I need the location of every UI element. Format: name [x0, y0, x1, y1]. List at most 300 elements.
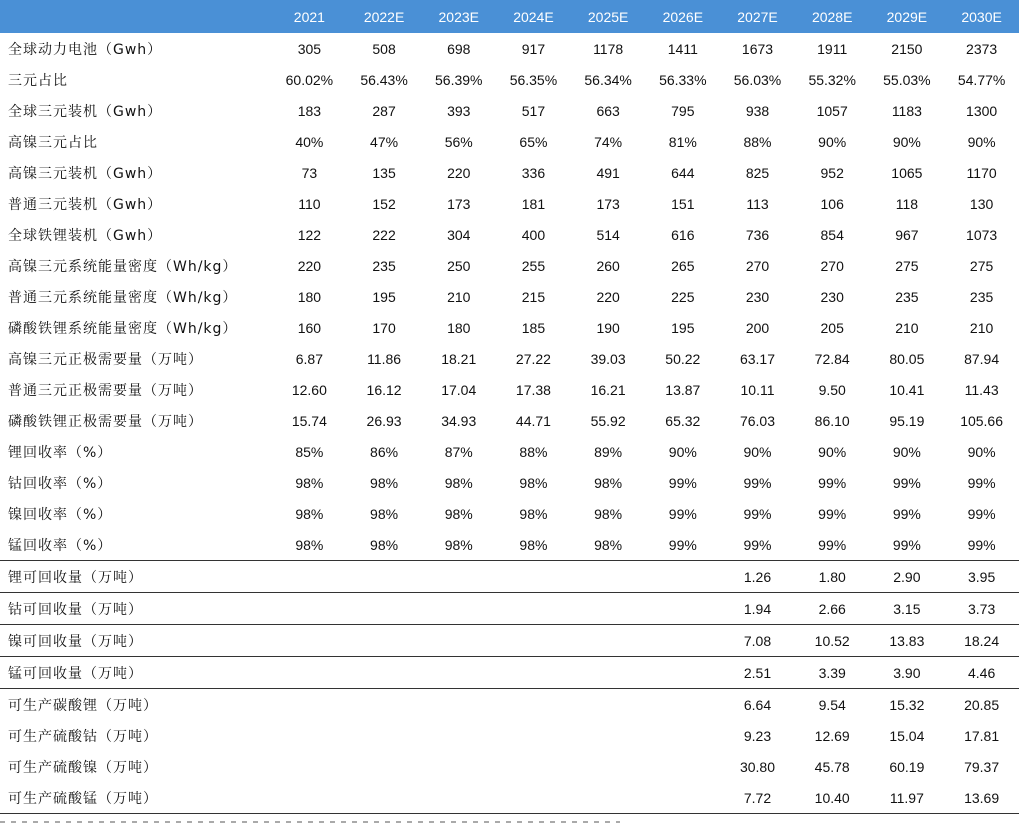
table-cell: 11.86	[367, 350, 402, 367]
table-cell: 90%	[668, 443, 697, 460]
table-cell	[496, 625, 571, 657]
table-cell: 44.71	[515, 412, 551, 429]
table-cell: 1.94	[720, 593, 795, 625]
table-cell: 235	[969, 288, 994, 305]
table-cell: 2.90	[870, 561, 945, 593]
table-cell: 917	[521, 40, 546, 57]
row-label: 高镍三元系统能量密度（Wh/kg）	[8, 258, 238, 275]
table-cell: 55.32%	[808, 71, 856, 88]
table-cell: 55.92	[590, 412, 626, 429]
table-cell: 151	[671, 195, 695, 212]
row-label: 全球三元装机（Gwh）	[8, 103, 163, 120]
table-cell: 6.64	[720, 689, 795, 721]
table-cell: 89%	[594, 443, 623, 460]
table-cell: 56.43%	[360, 71, 408, 88]
table-cell: 56.03%	[733, 71, 782, 88]
table-cell	[496, 593, 571, 625]
table-cell	[645, 593, 720, 625]
table-cell: 491	[596, 164, 620, 181]
table-row	[0, 561, 1019, 593]
header-year: 2023E	[421, 0, 496, 33]
table-cell: 287	[372, 102, 396, 119]
header-year: 2021	[272, 0, 347, 33]
row-label: 钴回收率（%）	[8, 475, 113, 492]
table-cell: 160	[297, 319, 322, 336]
header-year: 2026E	[645, 0, 720, 33]
table-cell: 99%	[967, 474, 996, 491]
table-cell: 99%	[743, 505, 772, 522]
row-label: 全球动力电池（Gwh）	[8, 41, 163, 58]
table-cell: 45.78	[814, 758, 850, 775]
table-cell: 99%	[967, 536, 996, 553]
table-cell: 1178	[593, 40, 624, 57]
table-cell	[347, 561, 422, 593]
table-cell: 7.08	[720, 625, 795, 657]
table-cell: 99%	[668, 474, 697, 491]
table-cell	[272, 657, 347, 689]
table-cell: 250	[447, 257, 471, 274]
table-cell: 508	[372, 40, 396, 57]
table-cell: 30.80	[739, 758, 776, 775]
header-corner	[0, 0, 272, 33]
table-cell	[645, 720, 720, 751]
table-cell: 205	[820, 319, 844, 336]
table-cell: 18.24	[944, 625, 1019, 657]
table-cell: 99%	[668, 536, 697, 553]
table-cell: 190	[596, 319, 620, 336]
table-cell: 1911	[817, 40, 848, 57]
table-cell	[571, 751, 646, 782]
table-cell: 90%	[818, 443, 847, 460]
table-row	[0, 157, 1019, 188]
row-label: 锰可回收量（万吨）	[0, 657, 272, 689]
table-cell: 135	[372, 164, 396, 181]
table-cell: 55.03%	[883, 71, 931, 88]
table-cell: 2.66	[795, 593, 870, 625]
table-cell: 98%	[519, 505, 548, 522]
table-cell: 270	[745, 257, 770, 274]
table-cell: 195	[671, 319, 695, 336]
table-cell: 90%	[818, 133, 847, 150]
table-cell: 90%	[743, 443, 772, 460]
row-label: 全球铁锂装机（Gwh）	[8, 227, 163, 244]
table-row	[0, 312, 1019, 343]
table-cell: 2150	[891, 40, 923, 57]
table-cell	[571, 720, 646, 751]
table-cell	[645, 751, 720, 782]
row-label: 可生产硫酸锰（万吨）	[0, 782, 272, 814]
table-cell	[496, 782, 571, 814]
row-label: 可生产硫酸钴（万吨）	[8, 728, 158, 745]
table-cell: 86%	[370, 443, 399, 460]
table-cell: 185	[521, 319, 546, 336]
table-cell: 80.05	[889, 350, 925, 367]
table-cell	[421, 782, 496, 814]
table-cell: 2373	[966, 40, 998, 57]
table-cell	[272, 782, 347, 814]
table-cell: 15.74	[291, 412, 327, 429]
table-cell: 3.39	[795, 657, 870, 689]
table-cell: 3.15	[870, 593, 945, 625]
table-cell: 56.35%	[509, 71, 558, 88]
table-cell: 50.22	[665, 350, 701, 367]
table-cell	[645, 561, 720, 593]
table-cell: 230	[820, 288, 844, 305]
table-cell: 180	[447, 319, 471, 336]
table-cell: 305	[297, 40, 322, 57]
table-cell: 17.38	[515, 381, 551, 398]
table-cell: 98%	[594, 536, 623, 553]
row-label: 可生产硫酸镍（万吨）	[8, 759, 158, 776]
table-cell: 12.60	[291, 381, 327, 398]
table-cell	[347, 720, 422, 751]
table-cell	[272, 561, 347, 593]
table-cell	[571, 625, 646, 657]
table-row	[0, 126, 1019, 157]
table-cell	[347, 625, 422, 657]
table-cell: 65%	[519, 133, 548, 150]
row-label: 普通三元正极需要量（万吨）	[8, 382, 203, 399]
table-cell: 225	[671, 288, 695, 305]
table-row	[0, 405, 1019, 436]
table-cell	[571, 782, 646, 814]
row-label: 可生产碳酸锂（万吨）	[0, 689, 272, 721]
table-row	[0, 250, 1019, 281]
table-cell: 98%	[594, 505, 623, 522]
header-year: 2027E	[720, 0, 795, 33]
table-cell	[421, 593, 496, 625]
table-cell: 34.93	[441, 412, 477, 429]
table-cell: 170	[372, 319, 396, 336]
table-cell: 1411	[667, 40, 698, 57]
table-cell: 11.43	[964, 381, 999, 398]
table-cell: 95.19	[889, 412, 925, 429]
table-cell: 222	[372, 226, 396, 243]
table-cell: 210	[895, 319, 919, 336]
table-cell: 15.32	[870, 689, 945, 721]
table-cell: 13.83	[870, 625, 945, 657]
table-cell: 106	[820, 195, 844, 212]
table-cell	[571, 593, 646, 625]
table-cell: 173	[447, 195, 471, 212]
table-cell: 98%	[519, 474, 548, 491]
table-cell: 255	[521, 257, 546, 274]
header-year: 2022E	[347, 0, 422, 33]
table-cell: 854	[820, 226, 844, 243]
table-cell: 98%	[444, 536, 473, 553]
table-cell	[421, 751, 496, 782]
table-cell	[272, 689, 347, 721]
table-cell: 99%	[967, 505, 996, 522]
table-cell: 200	[745, 319, 770, 336]
cropped-footnote	[0, 818, 1019, 824]
table-cell: 13.69	[944, 782, 1019, 814]
table-cell: 56%	[444, 133, 473, 150]
table-cell: 825	[745, 164, 770, 181]
table-cell: 86.10	[814, 412, 850, 429]
table-cell: 393	[447, 102, 471, 119]
table-cell	[272, 751, 347, 782]
table-cell: 698	[447, 40, 471, 57]
table-cell: 90%	[967, 443, 996, 460]
table-cell	[645, 657, 720, 689]
table-row	[0, 657, 1019, 689]
table-cell	[347, 657, 422, 689]
table-cell: 40%	[295, 133, 324, 150]
table-cell	[571, 561, 646, 593]
table-row	[0, 751, 1019, 782]
table-cell: 110	[298, 195, 321, 212]
table-cell	[347, 689, 422, 721]
table-row	[0, 782, 1019, 814]
table-cell: 98%	[370, 505, 399, 522]
table-row	[0, 219, 1019, 250]
table-cell	[496, 657, 571, 689]
table-cell	[272, 625, 347, 657]
row-label: 锂回收率（%）	[8, 444, 113, 461]
table-cell: 9.54	[795, 689, 870, 721]
table-cell: 98%	[295, 505, 324, 522]
row-label: 镍可回收量（万吨）	[0, 625, 272, 657]
table-cell: 60.02%	[285, 71, 334, 88]
table-cell: 1057	[816, 102, 848, 119]
table-cell: 663	[596, 102, 620, 119]
table-cell: 72.84	[814, 350, 850, 367]
table-row	[0, 625, 1019, 657]
table-cell: 87%	[444, 443, 473, 460]
table-cell: 98%	[444, 505, 473, 522]
table-cell	[496, 689, 571, 721]
table-cell: 60.19	[889, 758, 925, 775]
table-cell: 12.69	[814, 727, 850, 744]
table-cell: 15.04	[889, 727, 925, 744]
table-cell	[496, 720, 571, 751]
table-cell: 54.77%	[957, 71, 1006, 88]
table-row	[0, 374, 1019, 405]
table-header	[0, 0, 1019, 33]
table-cell: 1300	[966, 102, 998, 119]
table-cell: 220	[596, 288, 620, 305]
table-cell: 275	[895, 257, 919, 274]
table-cell: 152	[372, 195, 396, 212]
table-cell: 183	[297, 102, 322, 119]
table-cell: 63.17	[739, 350, 776, 367]
table-cell: 275	[969, 257, 994, 274]
table-cell: 65.32	[665, 412, 701, 429]
table-row	[0, 720, 1019, 751]
table-body	[0, 33, 1019, 814]
table-cell: 220	[447, 164, 471, 181]
table-row	[0, 436, 1019, 467]
table-cell	[421, 720, 496, 751]
row-label: 镍回收率（%）	[8, 506, 113, 523]
table-row	[0, 188, 1019, 219]
table-cell: 98%	[594, 474, 623, 491]
table-cell: 118	[895, 195, 919, 212]
table-cell: 7.72	[720, 782, 795, 814]
table-cell: 98%	[295, 474, 324, 491]
table-cell: 73	[301, 164, 318, 181]
table-cell: 99%	[818, 536, 847, 553]
table-cell: 3.95	[944, 561, 1019, 593]
table-cell	[347, 782, 422, 814]
table-cell: 99%	[668, 505, 697, 522]
row-label: 磷酸铁锂系统能量密度（Wh/kg）	[8, 320, 238, 337]
table-cell: 56.39%	[435, 71, 483, 88]
table-cell: 235	[372, 257, 396, 274]
table-cell: 180	[297, 288, 322, 305]
header-year: 2030E	[944, 0, 1019, 33]
table-cell: 1.80	[795, 561, 870, 593]
table-row	[0, 498, 1019, 529]
table-cell: 11.97	[870, 782, 945, 814]
table-cell: 90%	[892, 443, 921, 460]
table-cell: 47%	[370, 133, 399, 150]
table-cell	[496, 561, 571, 593]
table-cell: 87.94	[964, 350, 1000, 367]
table-cell: 99%	[818, 474, 847, 491]
table-cell: 90%	[892, 133, 921, 150]
row-label: 高镍三元占比	[8, 134, 98, 151]
table-cell: 79.37	[964, 758, 1000, 775]
table-row	[0, 593, 1019, 625]
table-cell: 644	[671, 164, 695, 181]
table-cell: 90%	[967, 133, 996, 150]
table-cell	[496, 751, 571, 782]
table-cell: 98%	[370, 474, 399, 491]
table-cell: 9.23	[743, 727, 772, 744]
header-row	[0, 0, 1019, 33]
header-year: 2029E	[870, 0, 945, 33]
table-cell: 27.22	[515, 350, 551, 367]
table-row	[0, 467, 1019, 498]
row-label: 磷酸铁锂正极需要量（万吨）	[8, 413, 203, 430]
table-cell: 514	[596, 226, 620, 243]
table-cell: 3.73	[944, 593, 1019, 625]
table-cell: 98%	[444, 474, 473, 491]
table-cell: 20.85	[944, 689, 1019, 721]
table-row	[0, 64, 1019, 95]
table-row	[0, 281, 1019, 312]
row-label: 高镍三元正极需要量（万吨）	[8, 351, 203, 368]
row-label: 高镍三元装机（Gwh）	[8, 165, 163, 182]
row-label: 普通三元装机（Gwh）	[8, 196, 163, 213]
table-cell: 113	[746, 195, 769, 212]
table-cell: 6.87	[295, 350, 323, 367]
table-cell: 130	[969, 195, 994, 212]
table-cell: 795	[671, 102, 695, 119]
table-cell: 336	[521, 164, 546, 181]
table-cell: 235	[895, 288, 919, 305]
table-row	[0, 33, 1019, 64]
table-cell	[347, 751, 422, 782]
table-cell	[571, 657, 646, 689]
table-cell	[272, 720, 347, 751]
table-cell: 99%	[892, 536, 921, 553]
table-cell: 9.50	[818, 381, 846, 398]
table-cell	[645, 689, 720, 721]
row-label: 三元占比	[8, 72, 68, 89]
table-cell: 99%	[892, 474, 921, 491]
table-row	[0, 95, 1019, 126]
table-cell: 56.33%	[659, 71, 707, 88]
table-cell: 230	[745, 288, 770, 305]
table-cell: 18.21	[441, 350, 477, 367]
table-cell: 181	[521, 195, 546, 212]
table-cell: 26.93	[366, 412, 402, 429]
table-cell: 98%	[370, 536, 399, 553]
table-cell: 10.11	[740, 381, 775, 398]
table-cell: 10.40	[795, 782, 870, 814]
table-cell	[421, 561, 496, 593]
table-cell: 1073	[966, 226, 998, 243]
table-cell: 17.04	[441, 381, 477, 398]
table-cell: 173	[596, 195, 620, 212]
table-cell: 304	[447, 226, 471, 243]
table-cell: 99%	[818, 505, 847, 522]
table-cell: 85%	[295, 443, 324, 460]
table-cell: 10.52	[795, 625, 870, 657]
table-cell: 1.26	[720, 561, 795, 593]
table-cell: 4.46	[944, 657, 1019, 689]
row-label: 锰回收率（%）	[8, 537, 113, 554]
table-cell	[571, 689, 646, 721]
row-label: 钴可回收量（万吨）	[0, 593, 272, 625]
table-cell: 56.34%	[584, 71, 632, 88]
table-cell: 195	[372, 288, 396, 305]
table-cell: 99%	[743, 474, 772, 491]
table-cell: 16.12	[366, 381, 402, 398]
table-cell: 13.87	[665, 381, 701, 398]
table-cell: 3.90	[870, 657, 945, 689]
table-cell: 105.66	[960, 412, 1004, 429]
table-row	[0, 343, 1019, 374]
table-cell: 265	[671, 257, 695, 274]
table-cell: 76.03	[739, 412, 776, 429]
table-cell: 88%	[743, 133, 772, 150]
table-cell: 952	[820, 164, 844, 181]
row-label: 锂可回收量（万吨）	[0, 561, 272, 593]
row-label: 普通三元系统能量密度（Wh/kg）	[8, 289, 238, 306]
table-cell	[421, 625, 496, 657]
table-cell: 1183	[891, 102, 922, 119]
table-cell: 220	[297, 257, 322, 274]
table-cell	[421, 689, 496, 721]
table-cell: 400	[521, 226, 546, 243]
header-year: 2028E	[795, 0, 870, 33]
table-cell: 1065	[891, 164, 923, 181]
table-cell: 517	[521, 102, 546, 119]
table-cell: 99%	[892, 505, 921, 522]
table-cell: 967	[895, 226, 919, 243]
table-cell: 122	[297, 226, 322, 243]
table-cell	[645, 625, 720, 657]
table-cell: 39.03	[590, 350, 626, 367]
table-cell: 10.41	[889, 381, 925, 398]
table-cell: 616	[671, 226, 695, 243]
table-cell	[272, 593, 347, 625]
table-cell	[645, 782, 720, 814]
table-cell: 74%	[594, 133, 623, 150]
table-cell: 98%	[519, 536, 548, 553]
table-cell: 17.81	[964, 727, 1000, 744]
table-cell	[347, 593, 422, 625]
table-cell: 16.21	[590, 381, 626, 398]
table-cell: 270	[820, 257, 844, 274]
table-cell: 1170	[966, 164, 997, 181]
table-cell: 81%	[668, 133, 697, 150]
table-cell: 260	[596, 257, 620, 274]
